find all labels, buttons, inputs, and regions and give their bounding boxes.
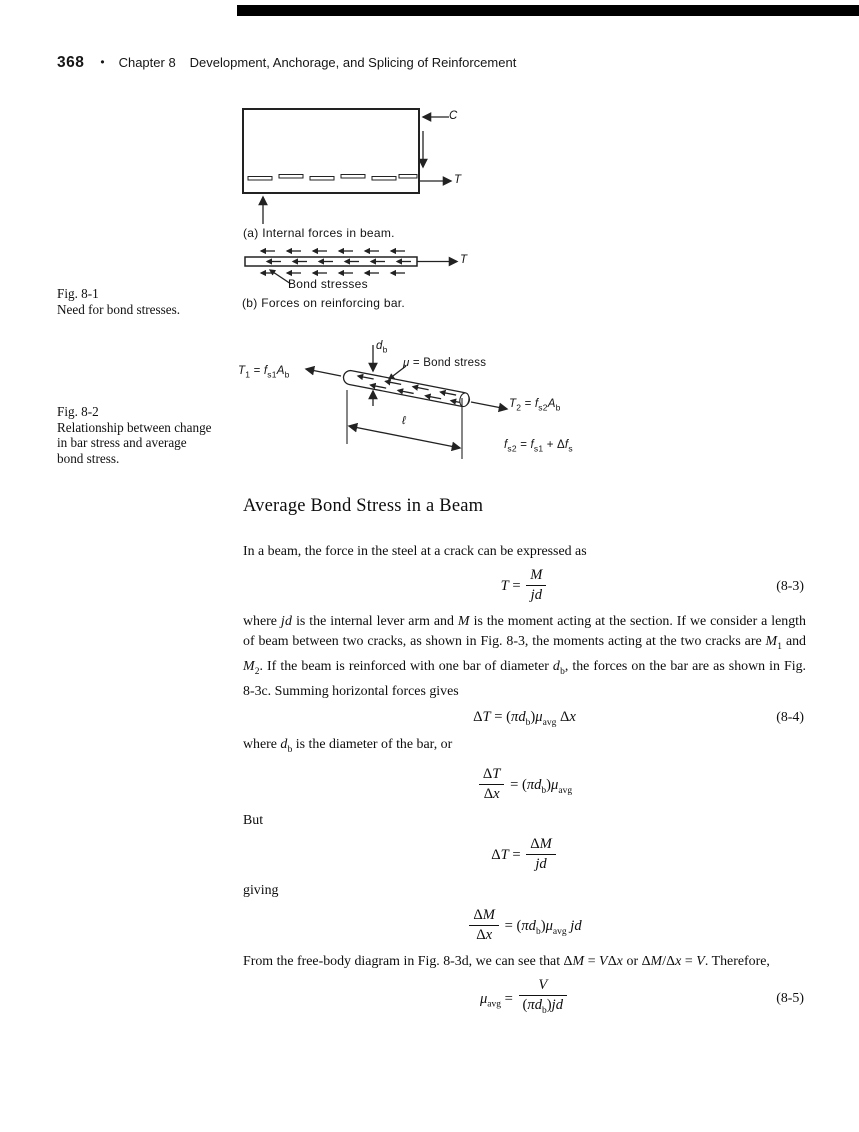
t1-label: $T_1 = f_{s1}A_b$ bbox=[238, 365, 290, 380]
paragraph-2: where jd is the internal lever arm and M is the moment acting at the section. If we consider a length of beam between two cracks, as shown in Fig. 8-3, the moments acting at the two cracks are $M_1$ and $M_2$. If the beam is reinforced with one bar of diameter $d_b$, the forces on the bar are as shown in Fig. 8-3c. Summing horizontal forces gives bbox=[243, 614, 806, 700]
equation-dt bbox=[243, 837, 806, 874]
section-heading: Average Bond Stress in a Beam bbox=[243, 496, 484, 516]
label-T-b: T bbox=[460, 254, 468, 266]
fs2-label: $f_{s2} = f_{s1} + \Delta f_s$ bbox=[504, 439, 573, 454]
fig-8-2-label: Fig. 8-2 bbox=[57, 404, 99, 419]
equation-8-4-number: (8-4) bbox=[776, 710, 804, 726]
scan-artifact-bar bbox=[237, 5, 859, 16]
equation-dmdx bbox=[243, 908, 806, 945]
equation-8-5-body: $\mu_{avg}$ = $\frac{V}{(\pi d_b)jd}$ bbox=[480, 978, 569, 1021]
equation-8-3-number: (8-3) bbox=[776, 578, 804, 594]
fig-8-1-text: Need for bond stresses. bbox=[57, 301, 181, 317]
fig-8-1-caption bbox=[57, 286, 180, 317]
caption-a: (a) Internal forces in beam. bbox=[243, 226, 395, 240]
equation-8-3 bbox=[243, 568, 806, 605]
paragraph-1: In a beam, the force in the steel at a crack can be expressed as bbox=[243, 544, 587, 559]
label-C: C bbox=[449, 110, 458, 122]
chapter-label: Chapter 8 bbox=[118, 55, 176, 70]
page-number: 368 bbox=[57, 54, 85, 71]
bond-stresses-label: Bond stresses bbox=[288, 277, 368, 291]
paragraph-3: where $d_b$ is the diameter of the bar, or bbox=[243, 736, 453, 755]
t2-label: $T_2 = f_{s2}A_b$ bbox=[509, 398, 561, 413]
fig-8-1-label: Fig. 8-1 bbox=[57, 286, 99, 301]
length-label: ℓ bbox=[402, 415, 406, 427]
paragraph-giving: giving bbox=[243, 883, 279, 899]
db-label: $d_b$ bbox=[376, 340, 388, 355]
paragraph-4: From the free-body diagram in Fig. 8-3d, we can see that ΔM = VΔx or ΔM/Δx = V. Therefore, bbox=[243, 953, 770, 969]
equation-8-4 bbox=[243, 709, 806, 728]
length-dim-arrow bbox=[349, 426, 460, 448]
label-T-a: T bbox=[454, 174, 462, 186]
chapter-title: Development, Anchorage, and Splicing of Reinforcement bbox=[189, 55, 517, 70]
equation-dt-body: ΔT = $\frac{\Delta M}{jd}$ bbox=[491, 837, 558, 874]
fig-8-2-text-1: Relationship between change bbox=[57, 419, 212, 435]
reinforcing-bar bbox=[342, 369, 470, 407]
equation-8-5-number: (8-5) bbox=[776, 991, 804, 1007]
t2-arrow bbox=[471, 402, 507, 409]
fig-8-2-caption bbox=[57, 404, 212, 466]
fig-8-2-text-3: bond stress. bbox=[57, 450, 120, 466]
equation-dmdx-body: $\frac{\Delta M}{\Delta x}$ = $(\pi d_b)\mu_{avg}$ jd bbox=[467, 908, 581, 945]
equation-dtdx bbox=[243, 767, 806, 804]
fig-8-2-text-2: in bar stress and average bbox=[57, 435, 187, 450]
equation-8-3-body: T = $\frac{M}{jd}$ bbox=[501, 568, 549, 605]
t1-arrow bbox=[306, 369, 341, 376]
main-text-column bbox=[243, 496, 806, 1028]
page-header bbox=[57, 54, 817, 72]
header-bullet: • bbox=[100, 55, 105, 69]
paragraph-but: But bbox=[243, 812, 264, 828]
figure-8-1a-beam-diagram bbox=[237, 100, 477, 240]
mu-label: μ = Bond stress bbox=[403, 357, 487, 369]
caption-b: (b) Forces on reinforcing bar. bbox=[242, 296, 406, 310]
equation-8-4-body: $\Delta T = (\pi d_b)\mu_{avg}$ Δx bbox=[473, 708, 576, 728]
equation-8-5 bbox=[243, 978, 806, 1021]
equation-dtdx-body: $\frac{\Delta T}{\Delta x}$ = $(\pi d_b)\mu_{avg}$ bbox=[477, 767, 572, 804]
